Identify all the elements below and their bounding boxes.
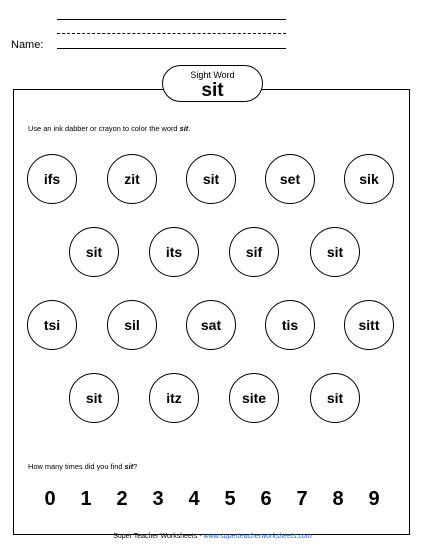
title-box — [162, 65, 263, 102]
word-bubble[interactable]: site — [229, 373, 279, 423]
question-word: sit — [124, 462, 134, 471]
word-bubble[interactable]: ifs — [27, 154, 77, 204]
question-suffix: ? — [133, 462, 138, 471]
instructions-word: sit — [179, 124, 189, 133]
word-bubble[interactable]: sit — [310, 373, 360, 423]
word-bubble[interactable]: sit — [69, 227, 119, 277]
word-bubble[interactable]: its — [149, 227, 199, 277]
word-bubble[interactable]: sit — [69, 373, 119, 423]
name-field[interactable] — [57, 48, 286, 49]
dashed-midline — [57, 33, 286, 34]
word-bubble[interactable]: zit — [107, 154, 157, 204]
footer-url-link[interactable]: www.superteacherworksheets.com — [203, 533, 312, 540]
word-bubble[interactable]: sif — [229, 227, 279, 277]
number-choice[interactable]: 0 — [44, 488, 56, 510]
footer — [0, 533, 425, 540]
instructions-suffix: . — [188, 124, 191, 133]
number-choice[interactable]: 5 — [224, 488, 236, 510]
number-choice[interactable]: 1 — [80, 488, 92, 510]
name-label: Name: — [11, 39, 44, 51]
word-bubble[interactable]: sit — [186, 154, 236, 204]
question-text: How many times did you find — [28, 462, 125, 471]
number-choice[interactable]: 7 — [296, 488, 308, 510]
number-choice[interactable]: 3 — [152, 488, 164, 510]
number-choice[interactable]: 8 — [332, 488, 344, 510]
title-word: sit — [201, 80, 224, 101]
word-bubble[interactable]: tsi — [27, 300, 77, 350]
title-subtitle: Sight Word — [190, 70, 235, 80]
number-choice[interactable]: 6 — [260, 488, 272, 510]
word-bubble[interactable]: itz — [149, 373, 199, 423]
word-bubble[interactable]: tis — [265, 300, 315, 350]
instructions — [28, 124, 190, 133]
footer-site-name: Super Teacher Worksheets — [113, 533, 198, 540]
instructions-text: Use an ink dabber or crayon to color the word — [28, 124, 180, 133]
number-choice[interactable]: 9 — [368, 488, 380, 510]
top-writing-line — [57, 19, 286, 20]
count-question — [28, 462, 137, 471]
word-bubble[interactable]: sik — [344, 154, 394, 204]
word-bubble[interactable]: sit — [310, 227, 360, 277]
word-bubble[interactable]: sil — [107, 300, 157, 350]
word-bubble[interactable]: sitt — [344, 300, 394, 350]
word-bubble[interactable]: sat — [186, 300, 236, 350]
footer-separator: - — [197, 533, 204, 540]
word-bubble[interactable]: set — [265, 154, 315, 204]
number-choice[interactable]: 4 — [188, 488, 200, 510]
number-choice[interactable]: 2 — [116, 488, 128, 510]
